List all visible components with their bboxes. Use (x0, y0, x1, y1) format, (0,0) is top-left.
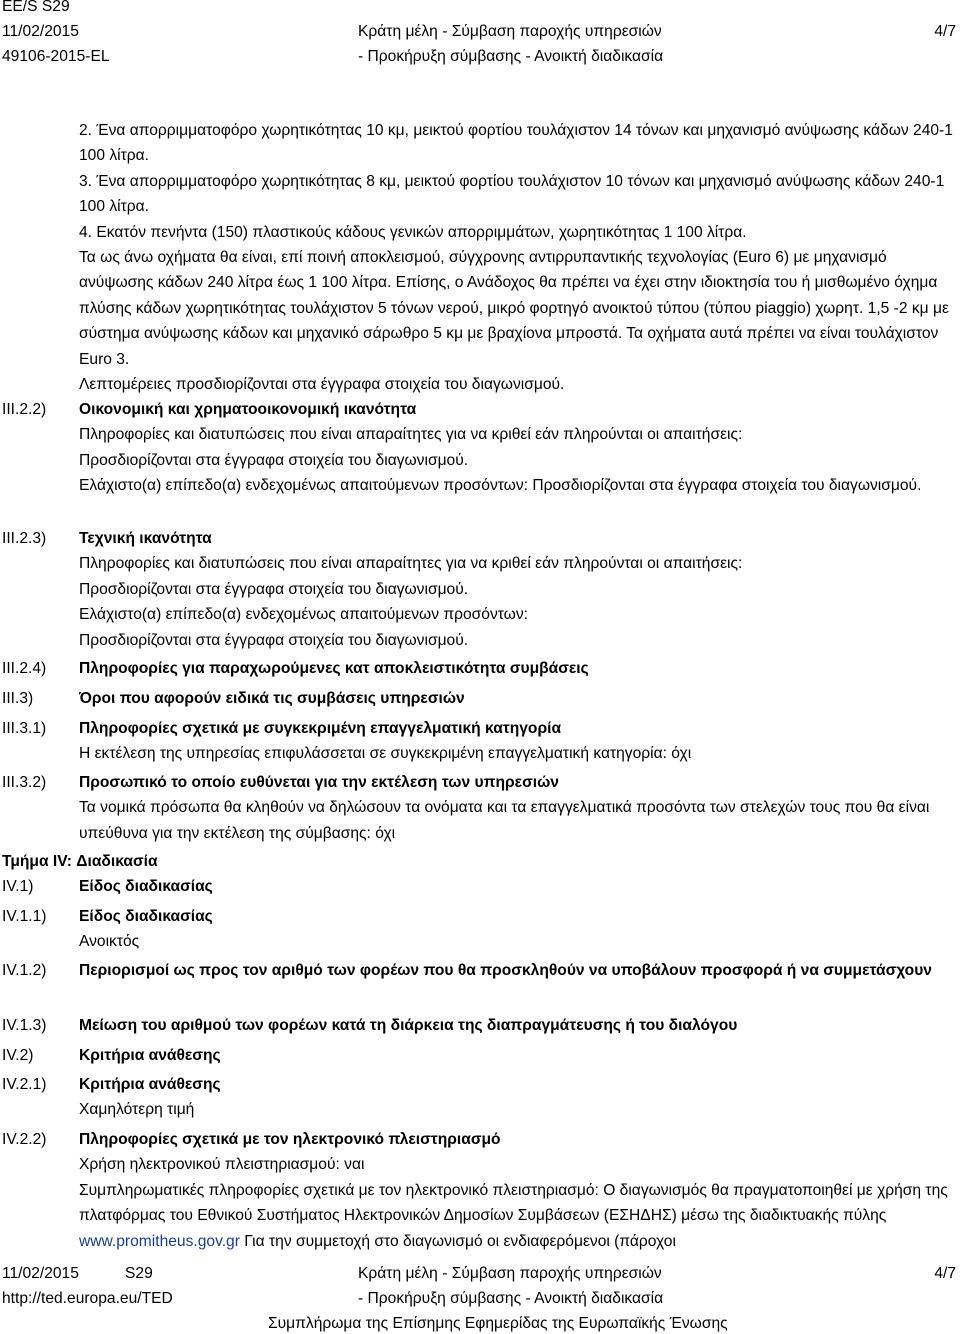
section-text (79, 1178, 954, 1254)
section-heading: Μείωση του αριθμού των φορέων κατά τη διάρκεια της διαπραγμάτευσης ή του διαλόγου (79, 1017, 738, 1034)
section-number: III.2.2) (2, 401, 47, 418)
section-number: IV.2.2) (2, 1131, 47, 1148)
intro-vehicles-paragraph: Τα ως άνω οχήματα θα είναι, επί ποινή αποκλεισμού, σύγχρονης αντιρρυπαντικής τεχνολογίας (Euro 6) με μηχανισμό ανύψωσης κάδων 240 λίτρα έως 1 100 λίτρα. Επίσης, ο Ανάδοχος θα πρέπει να έχει στην ιδιοκτησία του ή μισθωμένο όχημα πλύσης κάδων χωρητικότητας τουλάχιστον 5 τόνων νερού, μικρό φορτηγό ανοικτού τύπου (τύπου piaggio) χωρητ. 1,5 -2 κμ με σύστημα ανύψωσης κάδων και μηχανικό σάρωθρο 5 κμ με βραχίονα μπροστά. Τα οχήματα αυτά πρέπει να είναι τουλάχιστον Euro 3. (79, 249, 949, 368)
page-footer (0, 1264, 960, 1334)
section-heading: Πληροφορίες για παραχωρούμενες κατ αποκλειστικότητα συμβάσεις (79, 660, 589, 677)
section-heading: Περιορισμοί ως προς τον αριθμό των φορέων που θα προσκληθούν να υποβάλουν προσφορά ή να συμμετάσχουν (79, 962, 932, 979)
section-heading: Είδος διαδικασίας (79, 878, 213, 895)
section-text: Χαμηλότερη τιμή (79, 1101, 195, 1119)
header-page-number: 4/7 (934, 23, 956, 40)
section-text: Προσδιορίζονται στα έγγραφα στοιχεία του διαγωνισμού. (79, 451, 469, 469)
section-number: IV.1) (2, 878, 34, 895)
page-header (0, 0, 960, 70)
auction-info-text-continued: Για την συμμετοχή στο διαγωνισμό οι ενδιαφερόμενοι (πάροχοι (239, 1232, 676, 1250)
section-heading: Πληροφορίες σχετικά με τον ηλεκτρονικό πλειστηριασμό (79, 1131, 501, 1148)
section-number: IV.2.1) (2, 1076, 47, 1093)
doc-code: EE/S S29 (2, 0, 70, 15)
footer-title-line1: Κράτη μέλη - Σύμβαση παροχής υπηρεσιών (358, 1265, 662, 1282)
section-heading: Πληροφορίες σχετικά με συγκεκριμένη επαγγελματική κατηγορία (79, 720, 562, 737)
section-text: Προσδιορίζονται στα έγγραφα στοιχεία του διαγωνισμού. (79, 631, 469, 649)
promitheus-link[interactable]: www.promitheus.gov.gr (79, 1232, 240, 1250)
section-text: Προσδιορίζονται στα έγγραφα στοιχεία του διαγωνισμού. (79, 580, 469, 598)
footer-series: S29 (125, 1265, 153, 1282)
section-heading: Όροι που αφορούν ειδικά τις συμβάσεις υπηρεσιών (79, 690, 465, 707)
section-number: III.3.1) (2, 720, 47, 737)
footer-page-number: 4/7 (934, 1265, 956, 1282)
doc-id: 49106-2015-EL (2, 48, 110, 65)
section-text: Η εκτέλεση της υπηρεσίας επιφυλάσσεται σε συγκεκριμένη επαγγελματική κατηγορία: όχι (79, 745, 692, 763)
header-date: 11/02/2015 (2, 23, 79, 40)
section-number: IV.1.2) (2, 962, 47, 979)
section-heading: Προσωπικό το οποίο ευθύνεται για την εκτέλεση των υπηρεσιών (79, 774, 559, 791)
header-title-line2: - Προκήρυξη σύμβασης - Ανοικτή διαδικασία (358, 48, 664, 65)
section-number: IV.2) (2, 1047, 34, 1064)
footer-date: 11/02/2015 (2, 1265, 79, 1282)
intro-line-4: 4. Εκατόν πενήντα (150) πλαστικούς κάδους γενικών απορριμμάτων, χωρητικότητας 1 100 λίτρα. (79, 223, 747, 241)
section-text: Τα νομικά πρόσωπα θα κληθούν να δηλώσουν τα ονόματα και τα επαγγελματικά προσόντα των στελεχών τους που θα είναι υπεύθυνα για την εκτέλεση της σύμβασης: όχι (79, 799, 930, 842)
section-number: III.3) (2, 690, 34, 707)
section-text: Χρήση ηλεκτρονικού πλειστηριασμού: ναι (79, 1156, 365, 1174)
section-number: IV.1.3) (2, 1017, 47, 1034)
section-number: IV.1.1) (2, 908, 47, 925)
section-heading: Κριτήρια ανάθεσης (79, 1047, 221, 1064)
part-title: Τμήμα IV: Διαδικασία (2, 853, 158, 870)
footer-url[interactable]: http://ted.europa.eu/TED (2, 1290, 173, 1307)
section-text: Ελάχιστο(α) επίπεδο(α) ενδεχομένως απαιτούμενων προσόντων: (79, 606, 528, 624)
header-title-line1: Κράτη μέλη - Σύμβαση παροχής υπηρεσιών (358, 23, 662, 40)
section-text: Πληροφορίες και διατυπώσεις που είναι απαραίτητες για να κριθεί εάν πληρούνται οι απαιτήσεις: (79, 555, 743, 573)
section-number: III.2.4) (2, 660, 47, 677)
section-text: Ανοικτός (79, 933, 140, 951)
intro-block (79, 118, 954, 397)
section-number: III.3.2) (2, 774, 47, 791)
footer-title-line2: - Προκήρυξη σύμβασης - Ανοικτή διαδικασία (358, 1290, 664, 1307)
footer-supplement: Συμπλήρωμα της Επίσημης Εφημερίδας της Ευρωπαϊκής Ένωσης (268, 1315, 728, 1332)
section-text: Ελάχιστο(α) επίπεδο(α) ενδεχομένως απαιτούμενων προσόντων: Προσδιορίζονται στα έγγραφα στοιχεία του διαγωνισμού. (79, 477, 922, 495)
intro-line-2: 2. Ένα απορριμματοφόρο χωρητικότητας 10 κμ, μεικτού φορτίου τουλάχιστον 14 τόνων και μηχανισμό ανύψωσης κάδων 240-1 100 λίτρα. (79, 122, 953, 165)
section-text: Πληροφορίες και διατυπώσεις που είναι απαραίτητες για να κριθεί εάν πληρούνται οι απαιτήσεις: (79, 426, 743, 444)
section-heading: Κριτήρια ανάθεσης (79, 1076, 221, 1093)
section-heading: Οικονομική και χρηματοοικονομική ικανότητα (79, 401, 417, 418)
intro-details-line: Λεπτομέρειες προσδιορίζονται στα έγγραφα στοιχεία του διαγωνισμού. (79, 376, 565, 394)
section-heading: Τεχνική ικανότητα (79, 530, 212, 547)
section-heading: Είδος διαδικασίας (79, 908, 213, 925)
section-number: III.2.3) (2, 530, 47, 547)
auction-info-text: Συμπληρωματικές πληροφορίες σχετικά με τον ηλεκτρονικό πλειστηριασμό: Ο διαγωνισμός θα πραγματοποιηθεί με χρήση της πλατφόρμας του Εθνικού Συστήματος Ηλεκτρονικών Δημοσίων Συμβάσεων (ΕΣΗΔΗΣ) μέσω της διαδικτυακής πύλης (79, 1181, 948, 1225)
intro-line-3: 3. Ένα απορριμματοφόρο χωρητικότητας 8 κμ, μεικτού φορτίου τουλάχιστον 10 τόνων και μηχανισμό ανύψωσης κάδων 240-1 100 λίτρα. (79, 172, 945, 216)
